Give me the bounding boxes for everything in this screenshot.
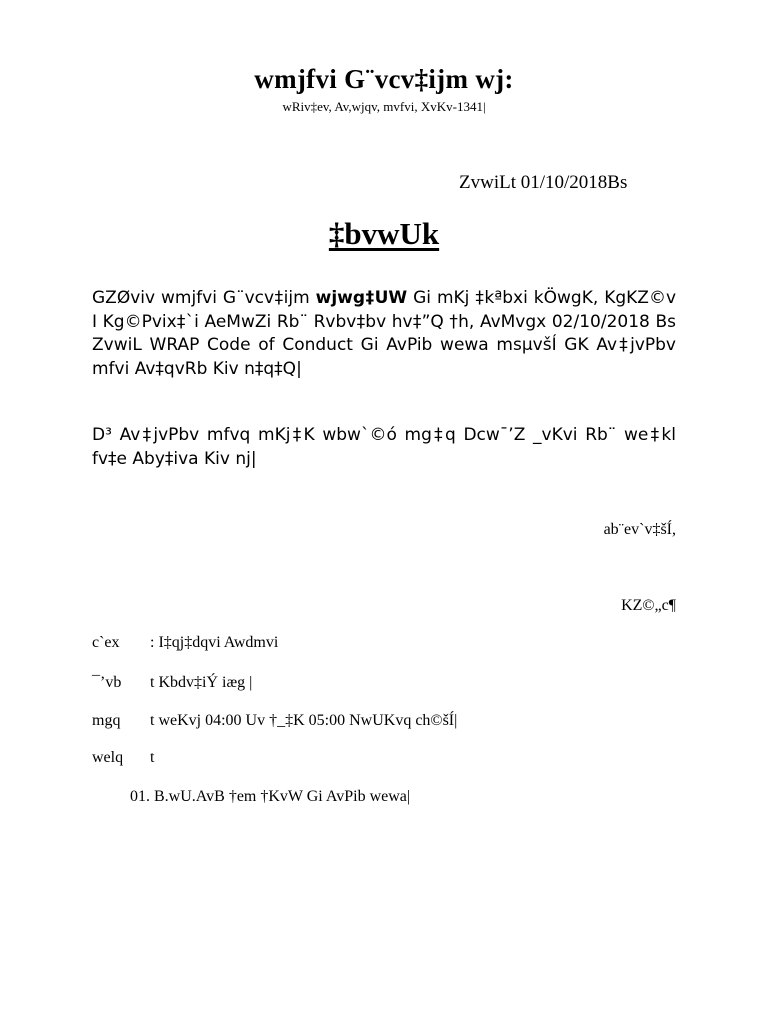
detail-value: : I‡qj‡dqvi Awdmvi [150, 634, 279, 651]
agenda-item: 01. B.wU.AvB †em †KvW Gi AvPib wewa| [130, 788, 411, 805]
detail-label: mgq [92, 712, 121, 729]
detail-row-venue [92, 674, 252, 692]
paragraph-1-company-limited: wjwg‡UW [315, 288, 408, 308]
detail-label: c`ex [92, 634, 120, 651]
closing-greeting: ab¨ev`v‡šÍ, [603, 521, 676, 538]
detail-row-time [92, 712, 457, 730]
notice-paragraph-1 [92, 287, 676, 381]
detail-value: t weKvj 04:00 Uv †_‡K 05:00 NwUKvq ch©šÍ| [150, 712, 458, 729]
detail-label: welq [92, 749, 124, 766]
company-address: wRiv‡ev, Av,wjqv, mvfvi, XvKv-1341| [282, 99, 486, 114]
notice-date: ZvwiLt 01/10/2018Bs [459, 172, 628, 193]
detail-label: ¯’vb [92, 674, 122, 691]
detail-value: t [150, 749, 155, 766]
paragraph-1-part-b: Gi mKj ‡kªbxi kÖwgK, KgKZ©v I Kg©Pvix‡`i AeMwZi Rb¨ Rvbv‡bv hv‡”Q †h, AvMvgx 02/10/2018 Bs ZvwiL WRAP Code of Conduct Gi AvPib wewa msµvšÍ GK Av‡jvPbv mfvi Av‡qvRb Kiv n‡q‡Q| [92, 288, 677, 379]
signatory-authority: KZ©„c¶ [621, 597, 676, 614]
detail-value: t Kbdv‡iÝ iæg | [150, 674, 253, 691]
paragraph-1-part-a: GZØviv wmjfvi G¨vcv‡ijm [92, 288, 316, 308]
notice-heading: ‡bvwUk [328, 216, 440, 251]
detail-row-designation [92, 634, 278, 652]
company-name: wmjfvi G¨vcv‡ijm wj: [254, 64, 514, 94]
notice-paragraph-2: D³ Av‡jvPbv mfvq mKj‡K wbw`©ó mg‡q Dcw¯’Z _vKvi Rb¨ we‡kl fv‡e Aby‡iva Kiv nj| [92, 425, 676, 469]
detail-row-subject [92, 749, 154, 767]
